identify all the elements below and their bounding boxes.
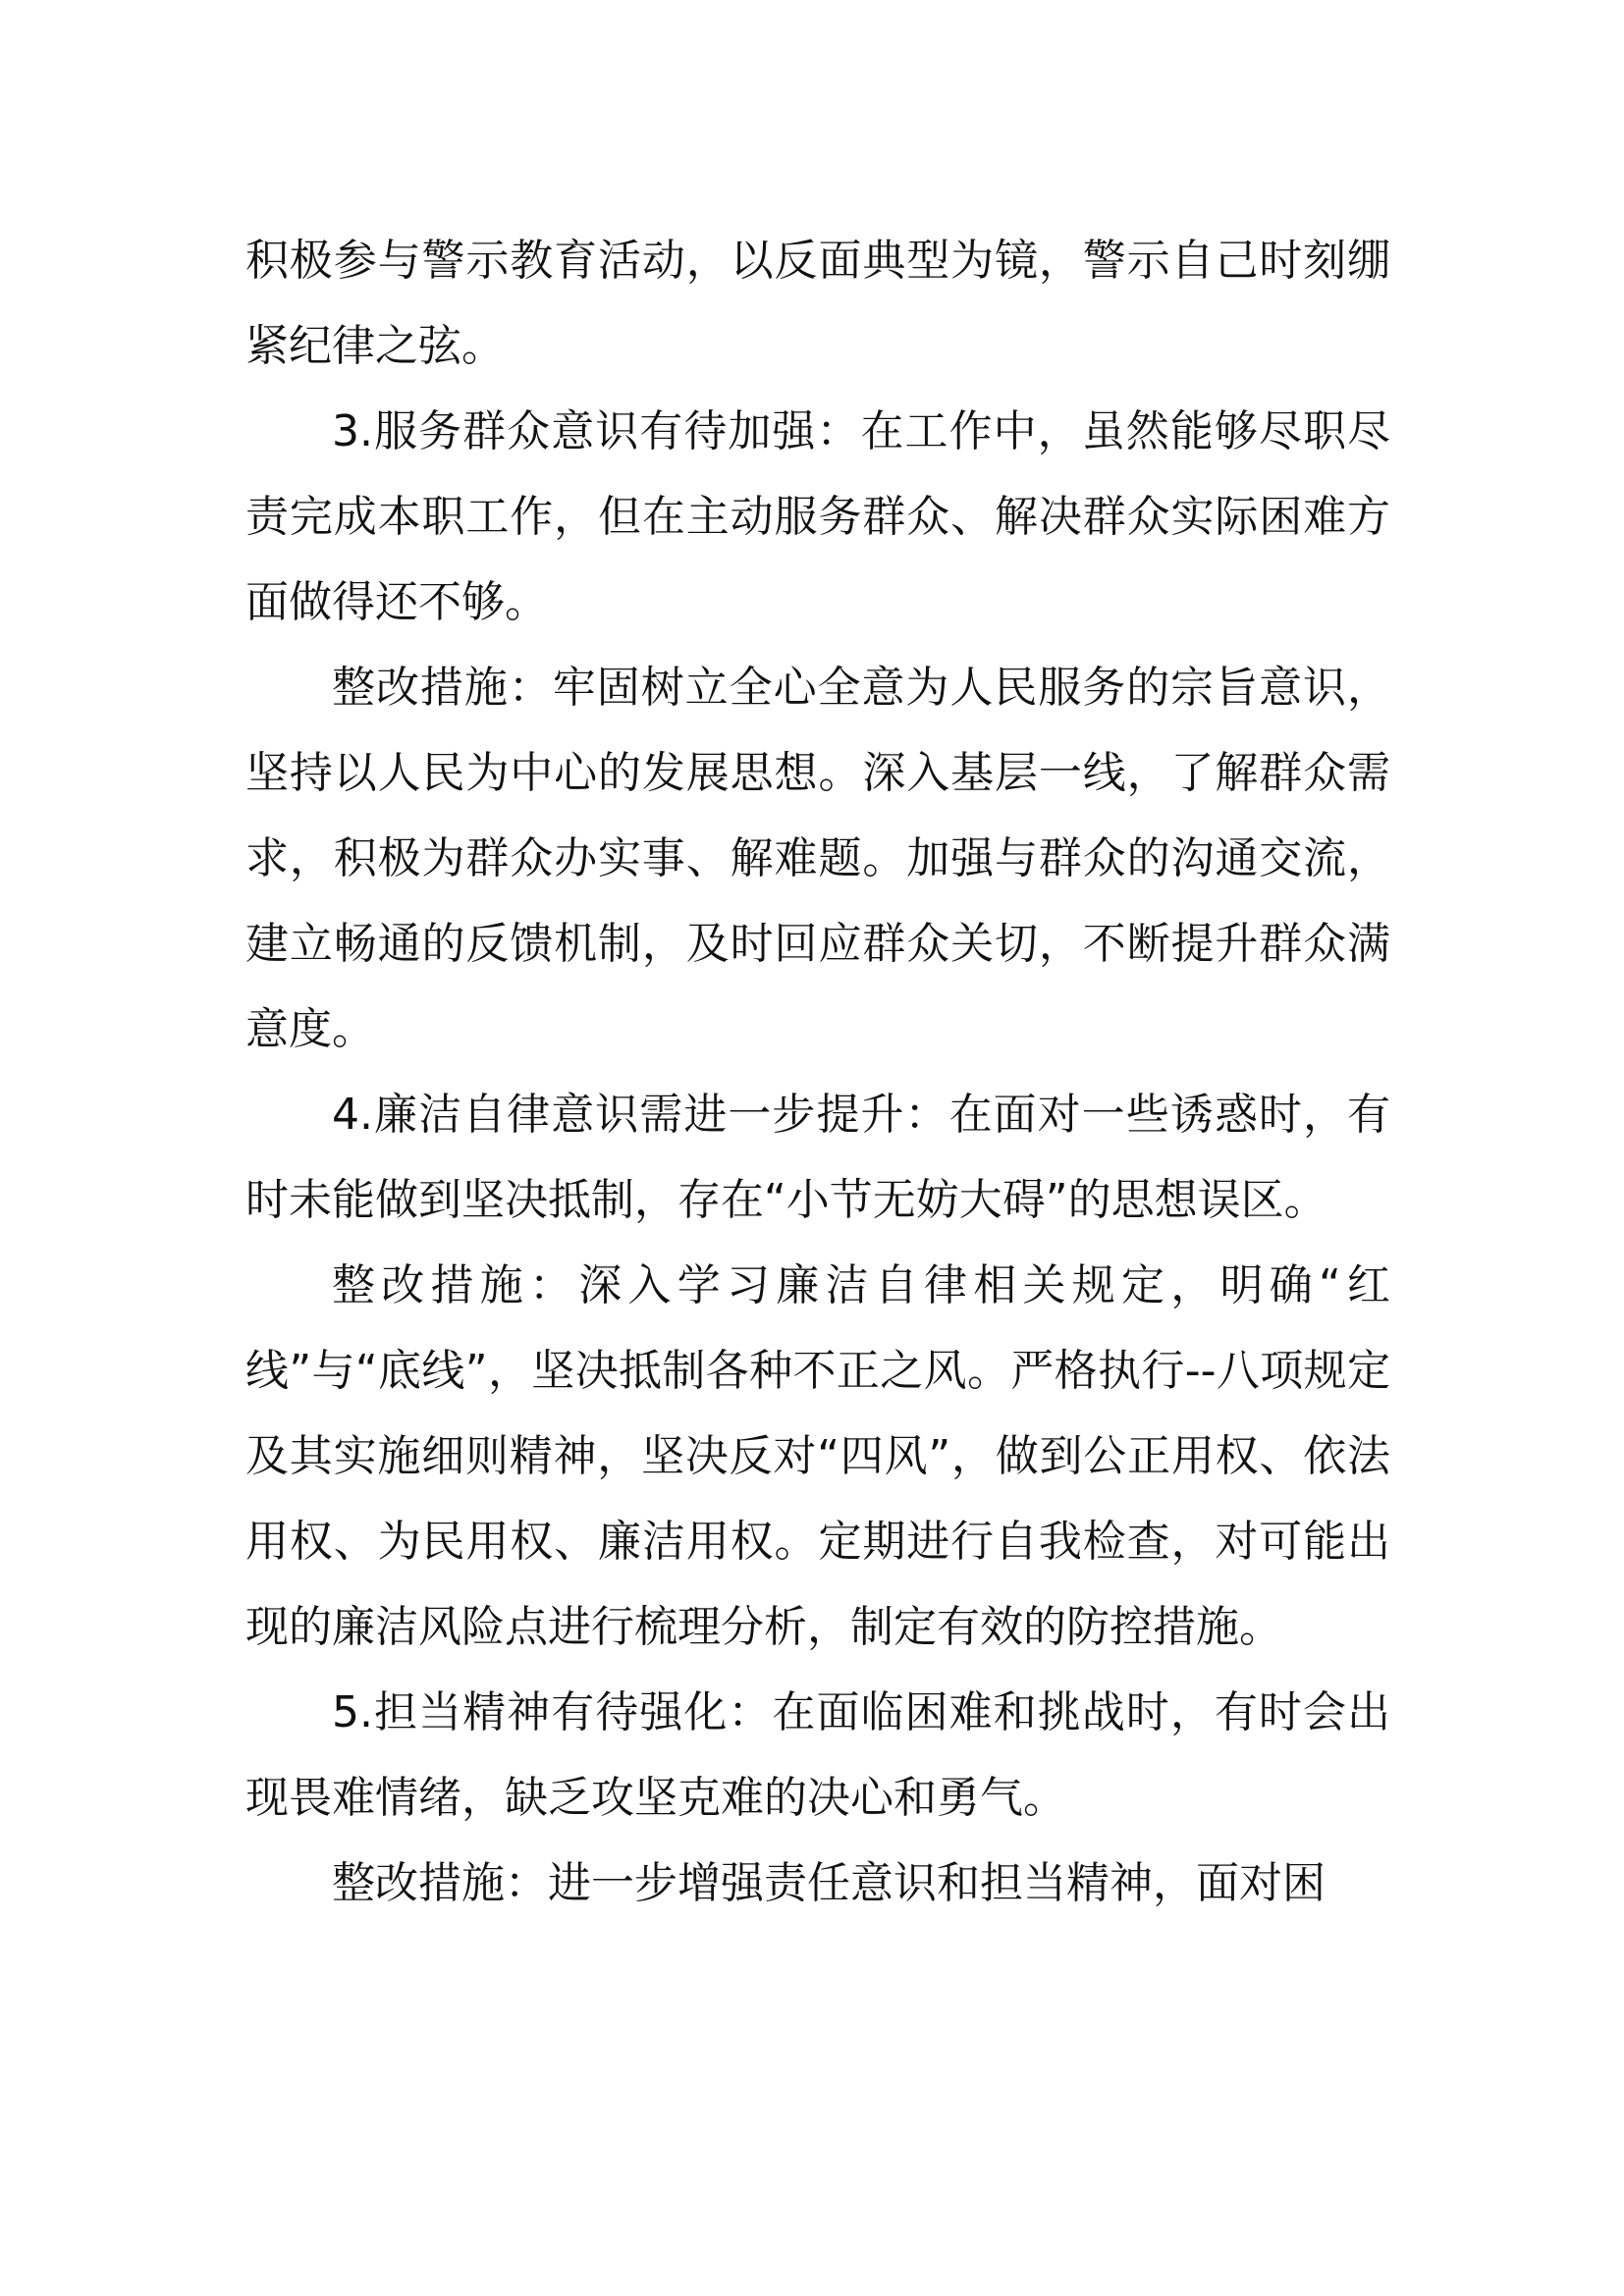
document-body (245, 218, 1390, 1926)
paragraph-measure-5: 整改措施：进一步增强责任意识和担当精神，面对困 (332, 1858, 1326, 1908)
paragraph-issue-3: 3.服务群众意识有待加强：在工作中，虽然能够尽职尽责完成本职工作，但在主动服务群众、解决群众实际困难方面做得还不够。 (245, 406, 1390, 627)
paragraph-measure-4: 整改措施：深入学习廉洁自律相关规定，明确“红线”与“底线”，坚决抵制各种不正之风。严格执行--八项规定及其实施细则精神，坚决反对“四风”，做到公正用权、依法用权、为民用权、廉洁用权。定期进行自我检查，对可能出现的廉洁风险点进行梳理分析，制定有效的防控措施。 (245, 1260, 1390, 1652)
paragraph-issue-5: 5.担当精神有待强化：在面临困难和挑战时，有时会出现畏难情绪，缺乏攻坚克难的决心和勇气。 (245, 1687, 1390, 1823)
paragraph-measure-3: 整改措施：牢固树立全心全意为人民服务的宗旨意识，坚持以人民为中心的发展思想。深入基层一线，了解群众需求，积极为群众办实事、解难题。加强与群众的沟通交流，建立畅通的反馈机制，及时回应群众关切，不断提升群众满意度。 (245, 663, 1390, 1054)
paragraph-issue-4: 4.廉洁自律意识需进一步提升：在面对一些诱惑时，有时未能做到坚决抵制，存在“小节无妨大碍”的思想误区。 (245, 1090, 1390, 1225)
paragraph-continuation: 积极参与警示教育活动，以反面典型为镜，警示自己时刻绷紧纪律之弦。 (245, 236, 1390, 371)
